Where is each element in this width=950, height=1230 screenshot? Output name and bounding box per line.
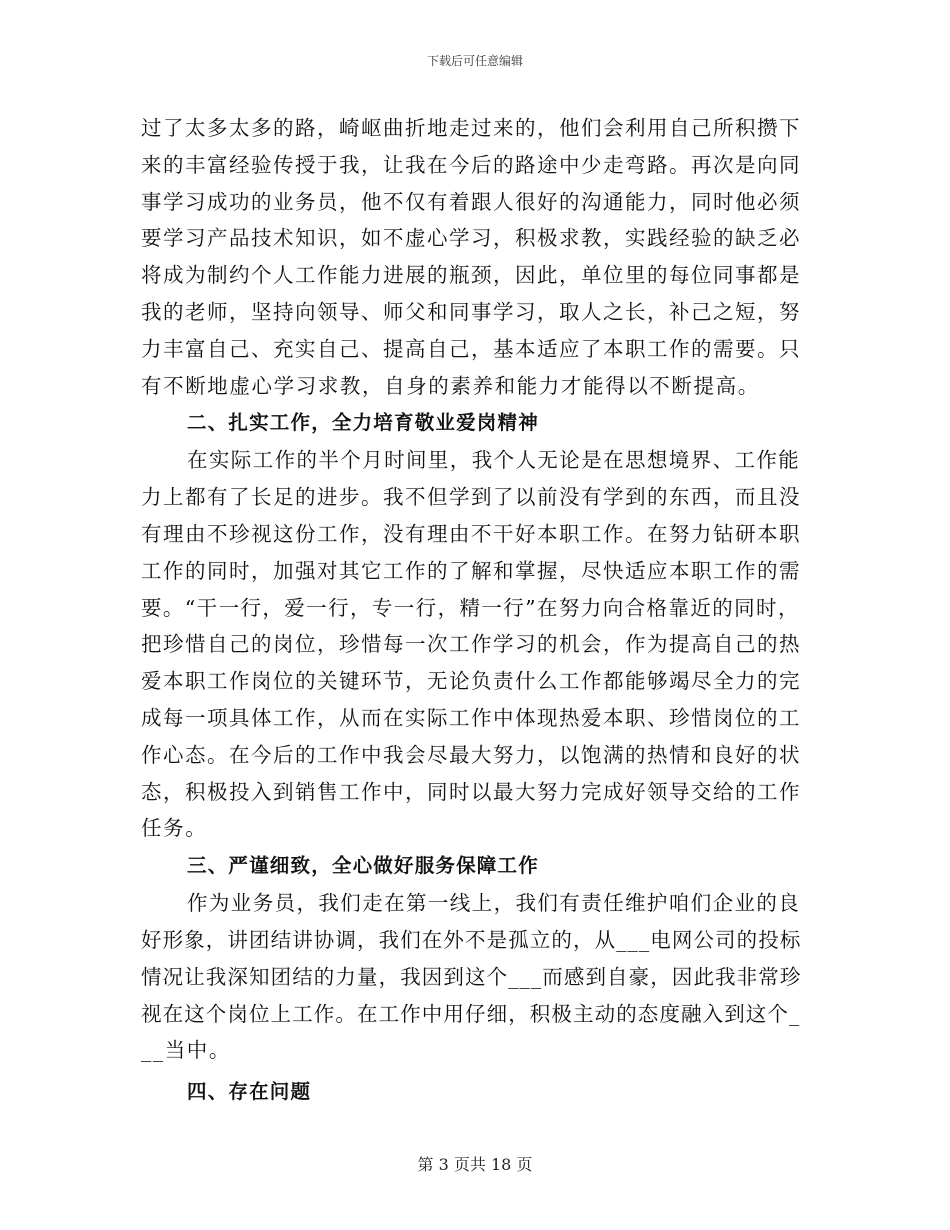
- text-line: 任务。: [141, 816, 208, 841]
- text-line: 成每一项具体工作，从而在实际工作中体现热爱本职、珍惜岗位的工: [141, 705, 801, 730]
- text-line: 情况让我深知团结的力量，我因到这个___而感到自豪，因此我非常珍: [141, 964, 802, 989]
- text-line: 有不断地虚心学习求教，自身的素养和能力才能得以不断提高。: [141, 373, 760, 398]
- text-line: 爱本职工作岗位的关键环节，无论负责什么工作都能够竭尽全力的完: [141, 669, 801, 694]
- text-line: 我的老师，坚持向领导、师父和同事学习，取人之长，补己之短，努: [141, 299, 801, 324]
- text-line: 视在这个岗位上工作。在工作中用仔细，积极主动的态度融入到这个_: [141, 1001, 801, 1026]
- page-footer: 第 3 页共 18 页: [417, 1155, 533, 1174]
- text-line: 将成为制约个人工作能力进展的瓶颈，因此，单位里的每位同事都是: [141, 263, 801, 288]
- text-line: 有理由不珍视这份工作，没有理由不干好本职工作。在努力钻研本职: [141, 521, 801, 546]
- text-line: 力丰富自己、充实自己、提高自己，基本适应了本职工作的需要。只: [141, 336, 801, 361]
- text-line: 态，积极投入到销售工作中，同时以最大努力完成好领导交给的工作: [141, 779, 801, 804]
- text-line: 工作的同时，加强对其它工作的了解和掌握，尽快适应本职工作的需: [141, 558, 801, 583]
- text-line: 作心态。在今后的工作中我会尽最大努力，以饱满的热情和良好的状: [141, 742, 801, 767]
- document-body: [141, 110, 801, 1111]
- text-line: 事学习成功的业务员，他不仅有着跟人很好的沟通能力，同时他必须: [141, 189, 801, 214]
- text-line: 来的丰富经验传授于我，让我在今后的路途中少走弯路。再次是向同: [141, 152, 801, 177]
- text-line: 好形象，讲团结讲协调，我们在外不是孤立的，从___电网公司的投标: [141, 927, 802, 952]
- text-line: __当中。: [141, 1038, 231, 1063]
- section-heading-3: 三、严谨细致，全心做好服务保障工作: [187, 854, 539, 878]
- text-line: 过了太多太多的路，崎岖曲折地走过来的，他们会利用自己所积攒下: [141, 116, 801, 140]
- text-line: 在实际工作的半个月时间里，我个人无论是在思想境界、工作能: [187, 448, 801, 473]
- text-line: 要。“干一行，爱一行，专一行，精一行”在努力向合格靠近的同时，: [141, 595, 800, 620]
- text-line: 把珍惜自己的岗位，珍惜每一次工作学习的机会，作为提高自己的热: [141, 632, 801, 657]
- text-line: 力上都有了长足的进步。我不但学到了以前没有学到的东西，而且没: [141, 485, 801, 510]
- paragraph-continued: [141, 110, 801, 404]
- section-heading-4: 四、存在问题: [187, 1080, 312, 1104]
- text-line: 要学习产品技术知识，如不虚心学习，积极求教，实践经验的缺乏必: [141, 226, 801, 251]
- section-heading-2: 二、扎实工作，全力培育敬业爱岗精神: [187, 411, 539, 435]
- paragraph-section-2: [141, 442, 801, 847]
- paragraph-section-3: [141, 885, 801, 1069]
- page-header: 下载后可任意编辑: [426, 54, 523, 68]
- text-line: 作为业务员，我们走在第一线上，我们有责任维护咱们企业的良: [187, 891, 801, 916]
